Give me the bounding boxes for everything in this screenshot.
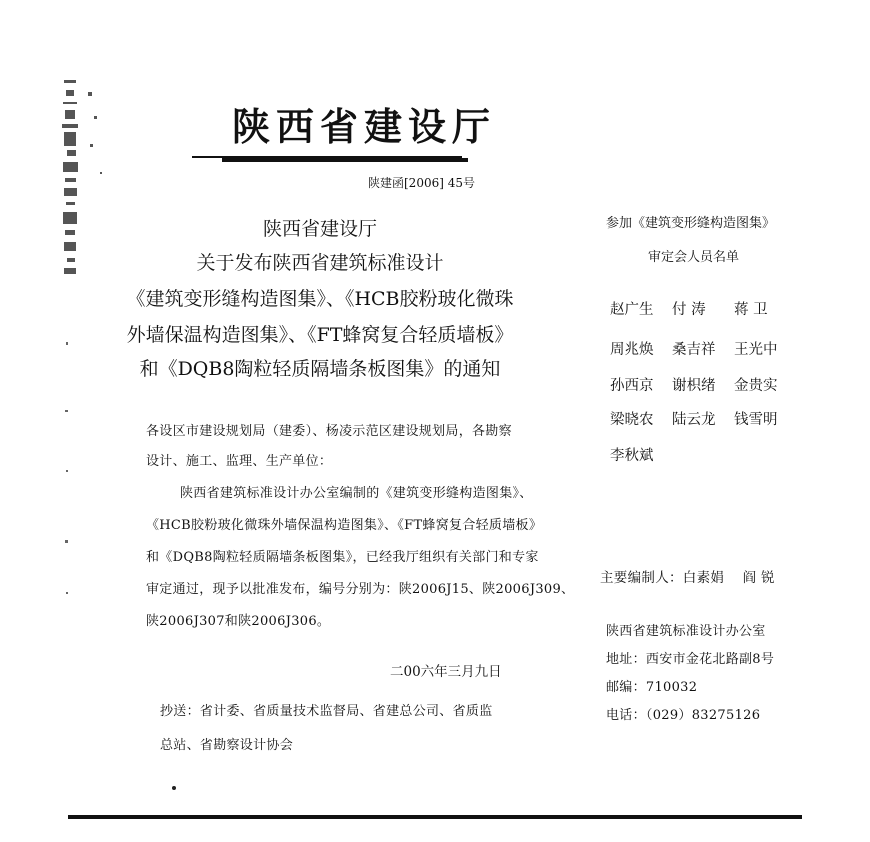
document-number: 陕建函[2006] 45号 (368, 176, 475, 190)
reviewer-name: 桑吉祥 (672, 342, 716, 358)
page-bottom-rule (68, 815, 802, 819)
body-line: 陕2006J307和陕2006J306。 (146, 614, 331, 629)
notice-title-line: 外墙保温构造图集》、《FT蜂窝复合轻质墙板》 (126, 324, 514, 346)
reviewer-name: 周兆焕 (610, 342, 654, 358)
stray-mark (172, 786, 176, 790)
office-address: 地址：西安市金花北路副8号 (606, 652, 775, 667)
reviewer-name: 孙西京 (610, 378, 654, 394)
reviewer-name: 金贵实 (734, 378, 778, 394)
body-line: 陕西省建筑标准设计办公室编制的《建筑变形缝构造图集》、 (180, 486, 533, 501)
notice-title-line: 《建筑变形缝构造图集》、《HCB胶粉玻化微珠 (126, 288, 514, 310)
reviewers-heading: 参加《建筑变形缝构造图集》 (606, 216, 776, 231)
reviewer-name: 王光中 (734, 342, 778, 358)
office-phone: 电话：（029）83275126 (606, 708, 761, 723)
office-name: 陕西省建筑标准设计办公室 (606, 624, 766, 639)
body-line: 和《DQB8陶粒轻质隔墙条板图集》，已经我厅组织有关部门和专家 (146, 550, 539, 565)
reviewer-name: 谢枳绪 (672, 378, 716, 394)
chief-editors: 主要编制人：白素娟 阎 锐 (600, 570, 775, 586)
notice-title-line: 陕西省建设厅 (262, 218, 377, 240)
scan-noise (62, 70, 112, 300)
cc-line: 总站、省勘察设计协会 (160, 738, 294, 753)
reviewer-name: 钱雪明 (734, 412, 778, 428)
reviewers-heading: 审定会人员名单 (648, 250, 740, 265)
reviewer-name: 梁晓农 (610, 412, 654, 428)
reviewer-name: 赵广生 (610, 302, 654, 318)
reviewer-name: 李秋斌 (610, 448, 654, 464)
reviewer-name: 陆云龙 (672, 412, 716, 428)
office-postcode: 邮编：710032 (606, 680, 698, 695)
org-title: 陕西省建设厅 (232, 104, 497, 149)
body-line: 审定通过，现予以批准发布，编号分别为：陕2006J15、陕2006J309、 (146, 582, 575, 597)
issue-date: 二00六年三月九日 (390, 664, 502, 680)
cc-line: 抄送：省计委、省质量技术监督局、省建总公司、省质监 (160, 704, 493, 719)
title-underline-thick (222, 158, 468, 162)
notice-title-line: 和《DQB8陶粒轻质隔墙条板图集》的通知 (139, 358, 501, 380)
addressee-line: 各设区市建设规划局（建委）、杨凌示范区建设规划局，各勘察 (146, 424, 512, 439)
addressee-line: 设计、施工、监理、生产单位： (146, 454, 333, 469)
reviewer-name: 付 涛 (672, 302, 706, 318)
scan-noise-lower (60, 330, 74, 630)
notice-title-line: 关于发布陕西省建筑标准设计 (196, 252, 444, 274)
reviewer-name: 蒋 卫 (734, 302, 768, 318)
body-line: 《HCB胶粉玻化微珠外墙保温构造图集》、《FT蜂窝复合轻质墙板》 (146, 518, 543, 533)
